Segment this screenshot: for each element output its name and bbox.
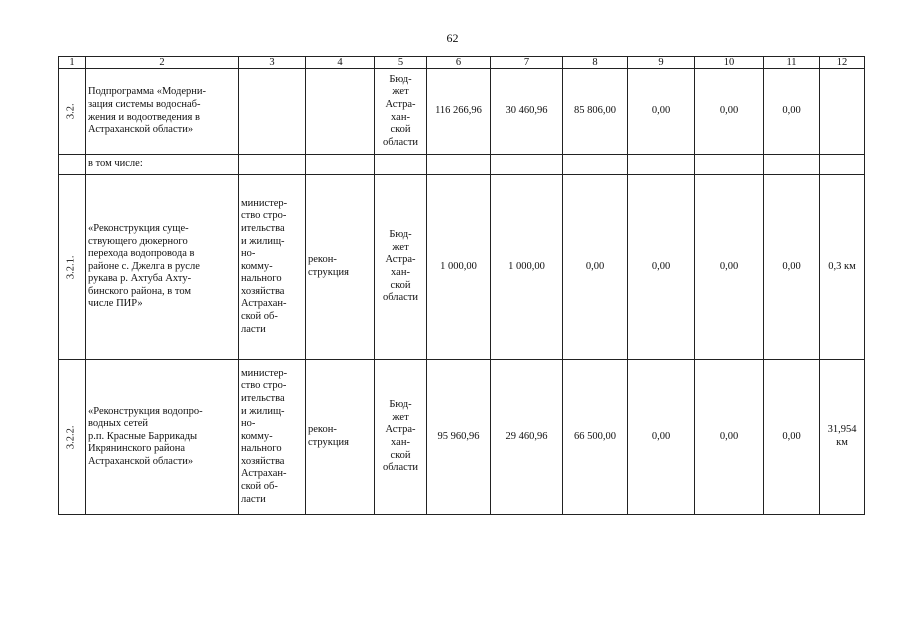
column-number: 10 (695, 57, 764, 69)
column-number: 9 (628, 57, 695, 69)
row-number-text: 3.2.1. (65, 255, 77, 279)
empty-cell (820, 155, 865, 175)
year-amount-cell: 0,00 (628, 175, 695, 360)
executor-cell (239, 69, 306, 155)
row-number-text: 3.2. (65, 103, 77, 120)
year-amount-cell: 0,00 (695, 360, 764, 515)
empty-cell (306, 155, 375, 175)
empty-cell (628, 155, 695, 175)
table-row (59, 175, 865, 360)
event-name: «Реконструкция водопро- водных сетей р.п. Красные Баррикады Икрянинского района Астраханской области» (86, 360, 239, 515)
column-number: 1 (59, 57, 86, 69)
column-number: 3 (239, 57, 306, 69)
result-cell: 31,954 км (820, 360, 865, 515)
column-number: 7 (491, 57, 563, 69)
subtotal-row (59, 155, 865, 175)
year-amount-cell: 66 500,00 (563, 360, 628, 515)
empty-cell (491, 155, 563, 175)
table-row (59, 360, 865, 515)
column-number: 2 (86, 57, 239, 69)
funding-source-cell: Бюд- жет Астра- хан- ской области (375, 69, 427, 155)
page-number: 62 (446, 31, 459, 45)
empty-cell (563, 155, 628, 175)
event-type-cell: рекон- струкция (306, 175, 375, 360)
empty-cell (764, 155, 820, 175)
total-amount-cell: 1 000,00 (427, 175, 491, 360)
program-table (58, 56, 865, 515)
year-amount-cell: 0,00 (628, 69, 695, 155)
table-row (59, 69, 865, 155)
funding-source-cell: Бюд- жет Астра- хан- ской области (375, 360, 427, 515)
event-type-cell (306, 69, 375, 155)
executor-cell: министер- ство стро- ительства и жилищ- но- комму- нального хозяйства Астрахан- ской об- ласти (239, 175, 306, 360)
column-number-row (59, 57, 865, 69)
year-amount-cell: 0,00 (764, 69, 820, 155)
column-number: 11 (764, 57, 820, 69)
executor-cell: министер- ство стро- ительства и жилищ- но- комму- нального хозяйства Астрахан- ской об- ласти (239, 360, 306, 515)
result-cell: 0,3 км (820, 175, 865, 360)
year-amount-cell: 30 460,96 (491, 69, 563, 155)
column-number: 8 (563, 57, 628, 69)
empty-cell (375, 155, 427, 175)
empty-cell (59, 155, 86, 175)
total-amount-cell: 95 960,96 (427, 360, 491, 515)
event-name: «Реконструкция суще- ствующего дюкерного перехода водопровода в районе с. Джелга в русле рукава р. Ахтуба Ахту- бинского района, в том числе ПИР» (86, 175, 239, 360)
year-amount-cell: 85 806,00 (563, 69, 628, 155)
row-number (59, 175, 86, 360)
event-type-cell: рекон- струкция (306, 360, 375, 515)
subprogram-name: Подпрограмма «Модерни- зация системы водоснаб- жения и водоотведения в Астраханской области» (86, 69, 239, 155)
year-amount-cell: 0,00 (695, 175, 764, 360)
column-number: 12 (820, 57, 865, 69)
row-number (59, 69, 86, 155)
year-amount-cell: 0,00 (563, 175, 628, 360)
year-amount-cell: 0,00 (628, 360, 695, 515)
column-number: 5 (375, 57, 427, 69)
funding-source-cell: Бюд- жет Астра- хан- ской области (375, 175, 427, 360)
year-amount-cell: 0,00 (695, 69, 764, 155)
row-number (59, 360, 86, 515)
total-amount-cell: 116 266,96 (427, 69, 491, 155)
subtotal-label: в том числе: (86, 155, 239, 175)
year-amount-cell: 0,00 (764, 360, 820, 515)
empty-cell (427, 155, 491, 175)
year-amount-cell: 29 460,96 (491, 360, 563, 515)
result-cell (820, 69, 865, 155)
year-amount-cell: 1 000,00 (491, 175, 563, 360)
column-number: 6 (427, 57, 491, 69)
empty-cell (239, 155, 306, 175)
column-number: 4 (306, 57, 375, 69)
year-amount-cell: 0,00 (764, 175, 820, 360)
empty-cell (695, 155, 764, 175)
row-number-text: 3.2.2. (65, 425, 77, 449)
